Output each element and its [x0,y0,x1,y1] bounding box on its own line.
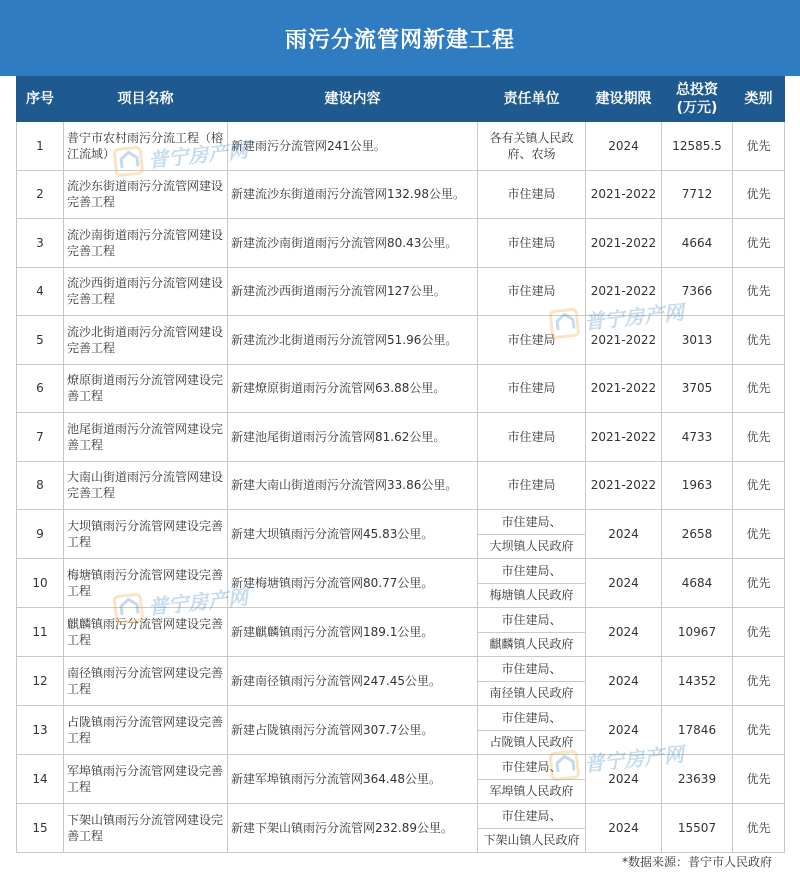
table-row [17,510,785,559]
build-period: 2024 [586,755,662,804]
header-period: 建设期限 [586,77,662,122]
table-row [17,755,785,804]
build-period: 2024 [586,706,662,755]
row-number: 3 [17,219,64,268]
responsible-unit [478,559,586,608]
row-number: 6 [17,364,64,413]
build-period: 2024 [586,657,662,706]
build-period: 2024 [586,510,662,559]
project-name: 军埠镇雨污分流管网建设完善工程 [64,755,228,804]
responsible-unit [478,364,586,413]
category: 优先 [733,413,785,462]
header-unit: 责任单位 [478,77,586,122]
table-row [17,170,785,219]
table-row [17,316,785,365]
header-name: 项目名称 [64,77,228,122]
category: 优先 [733,510,785,559]
table-row [17,267,785,316]
build-period: 2024 [586,804,662,853]
row-number: 11 [17,608,64,657]
total-investment: 3013 [662,316,733,365]
header-category: 类别 [733,77,785,122]
total-investment: 1963 [662,461,733,510]
project-content: 新建梅塘镇雨污分流管网80.77公里。 [228,559,478,608]
table-header-row [17,77,785,122]
total-investment: 12585.5 [662,122,733,171]
responsible-unit-line: 大坝镇人民政府 [489,539,574,554]
project-content: 新建雨污分流管网241公里。 [228,122,478,171]
responsible-unit [478,170,586,219]
responsible-unit-line: 市住建局、 [478,559,585,584]
project-table [16,76,785,853]
responsible-unit [478,706,586,755]
project-name: 占陇镇雨污分流管网建设完善工程 [64,706,228,755]
responsible-unit-line: 各有关镇人民政府、农场 [489,130,574,161]
responsible-unit-line: 市住建局 [507,284,556,299]
header-content: 建设内容 [228,77,478,122]
table-row [17,219,785,268]
responsible-unit-line: 市住建局、 [478,510,585,535]
project-content: 新建军埠镇雨污分流管网364.48公里。 [228,755,478,804]
project-name: 流沙东街道雨污分流管网建设完善工程 [64,170,228,219]
build-period: 2021-2022 [586,364,662,413]
project-name: 梅塘镇雨污分流管网建设完善工程 [64,559,228,608]
category: 优先 [733,657,785,706]
category: 优先 [733,364,785,413]
responsible-unit [478,461,586,510]
responsible-unit-line: 市住建局 [507,429,556,444]
project-name: 下架山镇雨污分流管网建设完善工程 [64,804,228,853]
table-row [17,559,785,608]
responsible-unit [478,657,586,706]
row-number: 7 [17,413,64,462]
total-investment: 4664 [662,219,733,268]
responsible-unit [478,608,586,657]
responsible-unit-line: 市住建局、 [478,608,585,633]
project-name: 流沙南街道雨污分流管网建设完善工程 [64,219,228,268]
responsible-unit [478,413,586,462]
responsible-unit [478,219,586,268]
page-title: 雨污分流管网新建工程 [0,0,800,76]
project-name: 大坝镇雨污分流管网建设完善工程 [64,510,228,559]
table-row [17,608,785,657]
responsible-unit-line: 市住建局 [507,332,556,347]
watermark-text: 普宁房产网 [147,584,250,619]
row-number: 12 [17,657,64,706]
category: 优先 [733,170,785,219]
category: 优先 [733,122,785,171]
project-content: 新建流沙南街道雨污分流管网80.43公里。 [228,219,478,268]
watermark-text: 普宁房产网 [583,299,686,334]
responsible-unit-line: 麒麟镇人民政府 [489,637,574,652]
total-investment: 2658 [662,510,733,559]
responsible-unit-line: 南径镇人民政府 [489,686,574,701]
project-name: 流沙北街道雨污分流管网建设完善工程 [64,316,228,365]
table-row [17,364,785,413]
project-content: 新建南径镇雨污分流管网247.45公里。 [228,657,478,706]
project-content: 新建燎原街道雨污分流管网63.88公里。 [228,364,478,413]
total-investment: 10967 [662,608,733,657]
category: 优先 [733,608,785,657]
responsible-unit-line: 市住建局、 [478,706,585,731]
responsible-unit [478,804,586,853]
total-investment: 7712 [662,170,733,219]
project-content: 新建流沙北街道雨污分流管网51.96公里。 [228,316,478,365]
total-investment: 15507 [662,804,733,853]
project-content: 新建流沙西街道雨污分流管网127公里。 [228,267,478,316]
category: 优先 [733,755,785,804]
project-name: 大南山街道雨污分流管网建设完善工程 [64,461,228,510]
project-name: 池尾街道雨污分流管网建设完善工程 [64,413,228,462]
total-investment: 4733 [662,413,733,462]
row-number: 1 [17,122,64,171]
project-name: 流沙西街道雨污分流管网建设完善工程 [64,267,228,316]
total-investment: 14352 [662,657,733,706]
table-row [17,413,785,462]
row-number: 5 [17,316,64,365]
responsible-unit-line: 市住建局 [507,235,556,250]
responsible-unit-line: 市住建局、 [478,657,585,682]
header-no: 序号 [17,77,64,122]
table-row [17,657,785,706]
row-number: 14 [17,755,64,804]
build-period: 2021-2022 [586,316,662,365]
category: 优先 [733,461,785,510]
project-content: 新建大坝镇雨污分流管网45.83公里。 [228,510,478,559]
table-row [17,122,785,171]
responsible-unit [478,267,586,316]
category: 优先 [733,267,785,316]
responsible-unit [478,316,586,365]
total-investment: 23639 [662,755,733,804]
build-period: 2021-2022 [586,170,662,219]
category: 优先 [733,804,785,853]
watermark-text: 普宁房产网 [147,137,250,172]
project-content: 新建下架山镇雨污分流管网232.89公里。 [228,804,478,853]
row-number: 13 [17,706,64,755]
responsible-unit [478,755,586,804]
responsible-unit-line: 占陇镇人民政府 [489,735,574,750]
row-number: 9 [17,510,64,559]
table-row [17,461,785,510]
row-number: 2 [17,170,64,219]
responsible-unit-line: 市住建局 [507,381,556,396]
row-number: 4 [17,267,64,316]
project-content: 新建大南山街道雨污分流管网33.86公里。 [228,461,478,510]
total-investment: 7366 [662,267,733,316]
project-content: 新建流沙东街道雨污分流管网132.98公里。 [228,170,478,219]
category: 优先 [733,316,785,365]
project-content: 新建麒麟镇雨污分流管网189.1公里。 [228,608,478,657]
responsible-unit-line: 市住建局、 [478,804,585,829]
total-investment: 3705 [662,364,733,413]
build-period: 2021-2022 [586,219,662,268]
header-investment: 总投资 (万元) [662,77,733,122]
table-row [17,706,785,755]
row-number: 8 [17,461,64,510]
table-row [17,804,785,853]
project-content: 新建池尾街道雨污分流管网81.62公里。 [228,413,478,462]
total-investment: 17846 [662,706,733,755]
build-period: 2024 [586,608,662,657]
category: 优先 [733,559,785,608]
responsible-unit-line: 下架山镇人民政府 [483,833,580,848]
build-period: 2024 [586,122,662,171]
build-period: 2021-2022 [586,413,662,462]
build-period: 2024 [586,559,662,608]
category: 优先 [733,219,785,268]
build-period: 2021-2022 [586,461,662,510]
responsible-unit [478,510,586,559]
row-number: 10 [17,559,64,608]
responsible-unit-line: 梅塘镇人民政府 [489,588,574,603]
project-name: 南径镇雨污分流管网建设完善工程 [64,657,228,706]
category: 优先 [733,706,785,755]
project-name: 燎原街道雨污分流管网建设完善工程 [64,364,228,413]
data-source-note: *数据来源：普宁市人民政府 [621,855,772,869]
responsible-unit [478,122,586,171]
project-name: 麒麟镇雨污分流管网建设完善工程 [64,608,228,657]
responsible-unit-line: 市住建局 [507,478,556,493]
project-name: 普宁市农村雨污分流工程（榕江流域） [64,122,228,171]
watermark-text: 普宁房产网 [583,741,686,776]
responsible-unit-line: 市住建局、 [478,755,585,780]
total-investment: 4684 [662,559,733,608]
project-content: 新建占陇镇雨污分流管网307.7公里。 [228,706,478,755]
responsible-unit-line: 市住建局 [507,187,556,202]
responsible-unit-line: 军埠镇人民政府 [489,784,574,799]
row-number: 15 [17,804,64,853]
build-period: 2021-2022 [586,267,662,316]
